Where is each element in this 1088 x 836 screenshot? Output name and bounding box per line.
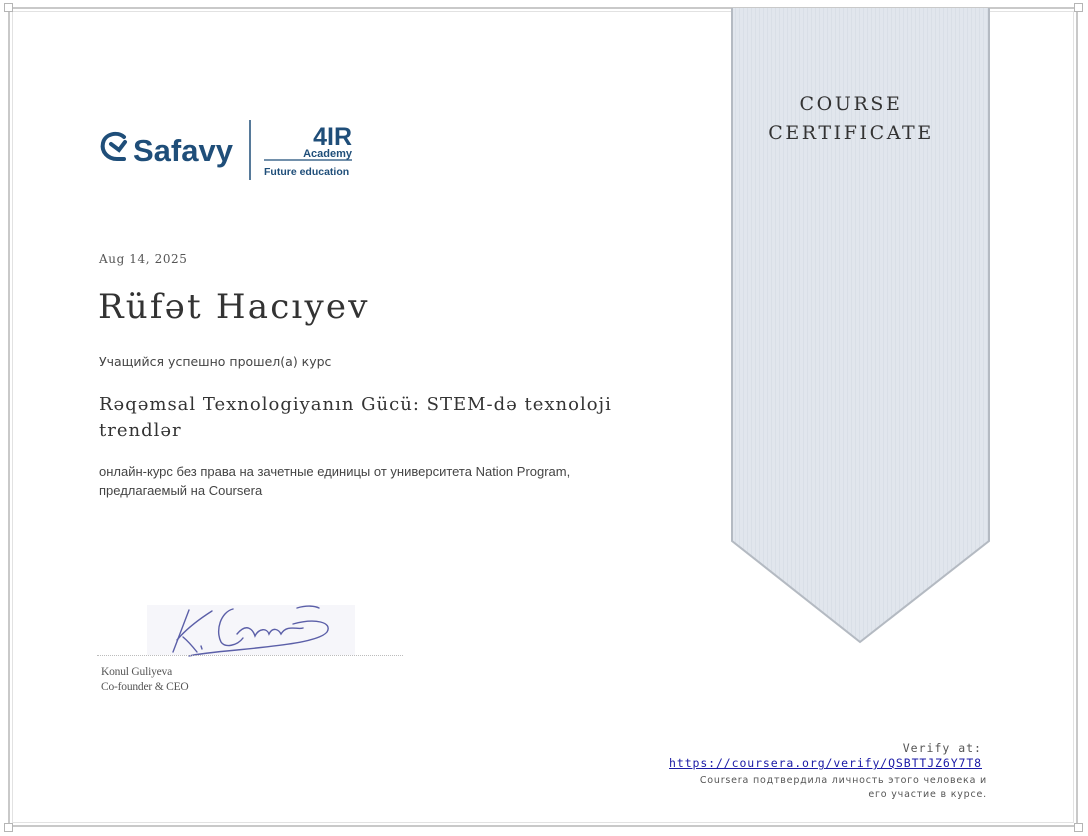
course-description: онлайн-курс без права на зачетные единицы от университета Nation Program, предлагаемый на Coursera	[99, 464, 571, 498]
safavy-mark-icon	[103, 134, 125, 159]
corner-ornament-bottom-right	[1074, 823, 1083, 832]
corner-ornament-top-right	[1074, 3, 1083, 12]
signer-name: Konul Guliyeva	[101, 666, 172, 678]
signature-line	[97, 655, 403, 656]
signature-image	[97, 600, 403, 658]
ribbon-title-line2: CERTIFICATE	[768, 122, 934, 144]
verification-block	[669, 741, 982, 770]
corner-ornament-top-left	[4, 3, 13, 12]
verify-label: Verify at:	[902, 741, 982, 755]
issue-date: Aug 14, 2025	[99, 252, 188, 266]
verification-note: Coursera подтвердила личность этого человека и его участие в курсе.	[699, 775, 987, 800]
safavy-brand-text: Safavy	[133, 133, 233, 168]
signer-title: Co-founder & CEO	[101, 681, 189, 693]
ribbon-title	[731, 90, 971, 148]
course-title: Rəqəmsal Texnologiyanın Gücü: STEM-də texnoloji trendlər	[99, 394, 612, 441]
completion-statement: Учащийся успешно прошел(а) курс	[99, 354, 332, 369]
academy-tagline-text: Future education	[264, 166, 350, 178]
academy-brand-text: 4IR	[313, 123, 352, 151]
corner-ornament-bottom-left	[4, 823, 13, 832]
recipient-name: Rüfət Hacıyev	[98, 287, 370, 327]
academy-sub-text: Academy	[303, 148, 352, 160]
partner-logo	[99, 118, 359, 182]
ribbon-title-line1: COURSE	[799, 93, 903, 115]
verify-link[interactable]: https://coursera.org/verify/QSBTTJZ6Y7T8	[669, 756, 982, 770]
